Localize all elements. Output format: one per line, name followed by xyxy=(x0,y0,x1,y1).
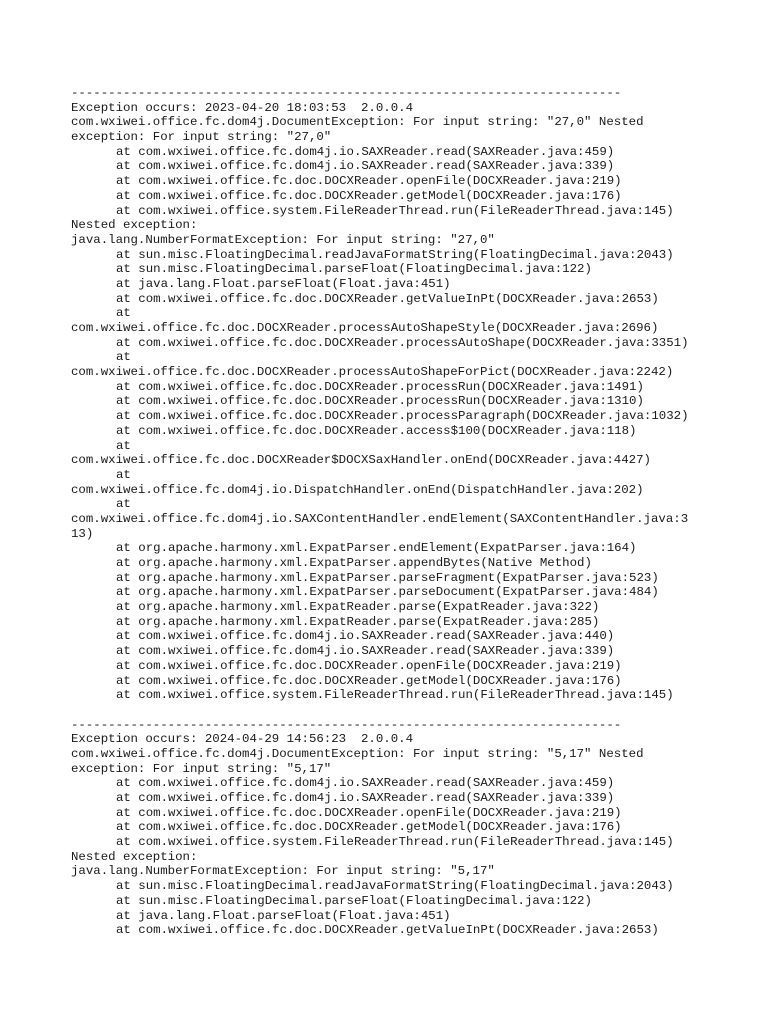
exception-line: Nested exception: xyxy=(71,218,198,233)
stack-frame-line: at com.wxiwei.office.fc.dom4j.io.SAXReader.read(SAXReader.java:459) xyxy=(116,776,615,791)
stack-frame-line: at org.apache.harmony.xml.ExpatReader.parse(ExpatReader.java:322) xyxy=(116,600,600,615)
exception-line: exception: For input string: "27,0" xyxy=(71,130,332,145)
stack-frame-line: at com.wxiwei.office.fc.doc.DOCXReader.openFile(DOCXReader.java:219) xyxy=(116,805,622,820)
stack-frame-line: at com.wxiwei.office.fc.doc.DOCXReader.openFile(DOCXReader.java:219) xyxy=(116,174,622,189)
exception-line: exception: For input string: "5,17" xyxy=(71,761,332,776)
exception-line: java.lang.NumberFormatException: For input string: "5,17" xyxy=(71,864,495,879)
stack-frame-line: at com.wxiwei.office.fc.doc.DOCXReader.openFile(DOCXReader.java:219) xyxy=(116,658,622,673)
separator-line: -------------------------------------------------------------------------- xyxy=(71,86,622,100)
stack-frame-line: at xyxy=(116,497,131,512)
stack-frame-line: at com.wxiwei.office.fc.dom4j.io.SAXReader.read(SAXReader.java:459) xyxy=(116,144,615,159)
stack-frame-line: at xyxy=(116,350,131,365)
stack-frame-line: at com.wxiwei.office.fc.doc.DOCXReader.processParagraph(DOCXReader.java:1032) xyxy=(116,409,689,424)
stack-frame-line: at com.wxiwei.office.system.FileReaderThread.run(FileReaderThread.java:145) xyxy=(116,688,674,703)
exception-line: Exception occurs: 2024-04-29 14:56:23 2.0.0.4 xyxy=(71,732,414,747)
stack-frame-line: at org.apache.harmony.xml.ExpatParser.endElement(ExpatParser.java:164) xyxy=(116,541,637,556)
stack-frame-line: at sun.misc.FloatingDecimal.readJavaFormatString(FloatingDecimal.java:2043) xyxy=(116,247,674,262)
exception-line: com.wxiwei.office.fc.dom4j.DocumentException: For input string: "5,17" Nested xyxy=(71,746,644,761)
stack-frame-line: at org.apache.harmony.xml.ExpatParser.parseDocument(ExpatParser.java:484) xyxy=(116,585,659,600)
stack-frame-line: at com.wxiwei.office.fc.doc.DOCXReader.getModel(DOCXReader.java:176) xyxy=(116,820,622,835)
exception-line: com.wxiwei.office.fc.doc.DOCXReader$DOCXSaxHandler.onEnd(DOCXReader.java:4427) xyxy=(71,453,651,468)
exception-line: com.wxiwei.office.fc.dom4j.io.DispatchHandler.onEnd(DispatchHandler.java:202) xyxy=(71,482,644,497)
stack-frame-line: at java.lang.Float.parseFloat(Float.java:451) xyxy=(116,908,451,923)
stack-frame-line: at com.wxiwei.office.system.FileReaderThread.run(FileReaderThread.java:145) xyxy=(116,835,674,850)
separator-line: -------------------------------------------------------------------------- xyxy=(71,717,622,732)
stack-frame-line: at com.wxiwei.office.fc.doc.DOCXReader.access$100(DOCXReader.java:118) xyxy=(116,423,637,438)
stack-frame-line: at com.wxiwei.office.fc.dom4j.io.SAXReader.read(SAXReader.java:339) xyxy=(116,791,615,805)
stack-frame-line: at com.wxiwei.office.fc.doc.DOCXReader.getModel(DOCXReader.java:176) xyxy=(116,188,622,203)
exception-line: com.wxiwei.office.fc.doc.DOCXReader.processAutoShapeForPict(DOCXReader.java:2242) xyxy=(71,365,674,380)
stack-frame-line: at com.wxiwei.office.fc.doc.DOCXReader.processRun(DOCXReader.java:1310) xyxy=(116,394,644,409)
stack-frame-line: at com.wxiwei.office.fc.dom4j.io.SAXReader.read(SAXReader.java:440) xyxy=(116,629,615,644)
exception-line: Nested exception: xyxy=(71,849,198,864)
stack-frame-line: at sun.misc.FloatingDecimal.readJavaFormatString(FloatingDecimal.java:2043) xyxy=(116,879,674,894)
stack-frame-line: at xyxy=(116,306,131,321)
stack-frame-line: at com.wxiwei.office.fc.dom4j.io.SAXReader.read(SAXReader.java:339) xyxy=(116,159,615,174)
exception-line: com.wxiwei.office.fc.doc.DOCXReader.processAutoShapeStyle(DOCXReader.java:2696) xyxy=(71,321,659,335)
block-gap xyxy=(71,703,761,718)
stack-frame-line: at sun.misc.FloatingDecimal.parseFloat(FloatingDecimal.java:122) xyxy=(116,262,592,277)
stack-frame-line: at org.apache.harmony.xml.ExpatParser.appendBytes(Native Method) xyxy=(116,556,592,570)
exception-line: com.wxiwei.office.fc.dom4j.io.SAXContentHandler.endElement(SAXContentHandler.java:3 xyxy=(71,511,689,526)
stack-frame-line: at org.apache.harmony.xml.ExpatReader.parse(ExpatReader.java:285) xyxy=(116,614,600,629)
stack-frame-line: at com.wxiwei.office.fc.dom4j.io.SAXReader.read(SAXReader.java:339) xyxy=(116,644,615,659)
stack-frame-line: at com.wxiwei.office.system.FileReaderThread.run(FileReaderThread.java:145) xyxy=(116,203,674,218)
stack-frame-line: at com.wxiwei.office.fc.doc.DOCXReader.processAutoShape(DOCXReader.java:3351) xyxy=(116,335,689,350)
stack-frame-line: at com.wxiwei.office.fc.doc.DOCXReader.getModel(DOCXReader.java:176) xyxy=(116,673,622,688)
stack-frame-line: at java.lang.Float.parseFloat(Float.java:451) xyxy=(116,276,451,291)
exception-line: com.wxiwei.office.fc.dom4j.DocumentException: For input string: "27,0" Nested xyxy=(71,115,644,130)
stack-frame-line: at com.wxiwei.office.fc.doc.DOCXReader.getValueInPt(DOCXReader.java:2653) xyxy=(116,923,659,938)
stack-frame-line: at sun.misc.FloatingDecimal.parseFloat(FloatingDecimal.java:122) xyxy=(116,893,592,908)
stack-frame-line: at com.wxiwei.office.fc.doc.DOCXReader.getValueInPt(DOCXReader.java:2653) xyxy=(116,291,659,306)
stack-frame-line: at xyxy=(116,438,131,453)
error-log xyxy=(71,86,761,938)
stack-frame-line: at org.apache.harmony.xml.ExpatParser.parseFragment(ExpatParser.java:523) xyxy=(116,570,659,585)
stack-frame-line: at com.wxiwei.office.fc.doc.DOCXReader.processRun(DOCXReader.java:1491) xyxy=(116,379,644,394)
exception-line: Exception occurs: 2023-04-20 18:03:53 2.0.0.4 xyxy=(71,100,414,115)
stack-frame-line: at xyxy=(116,467,131,482)
exception-line: 13) xyxy=(71,526,94,541)
exception-line: java.lang.NumberFormatException: For input string: "27,0" xyxy=(71,232,495,247)
